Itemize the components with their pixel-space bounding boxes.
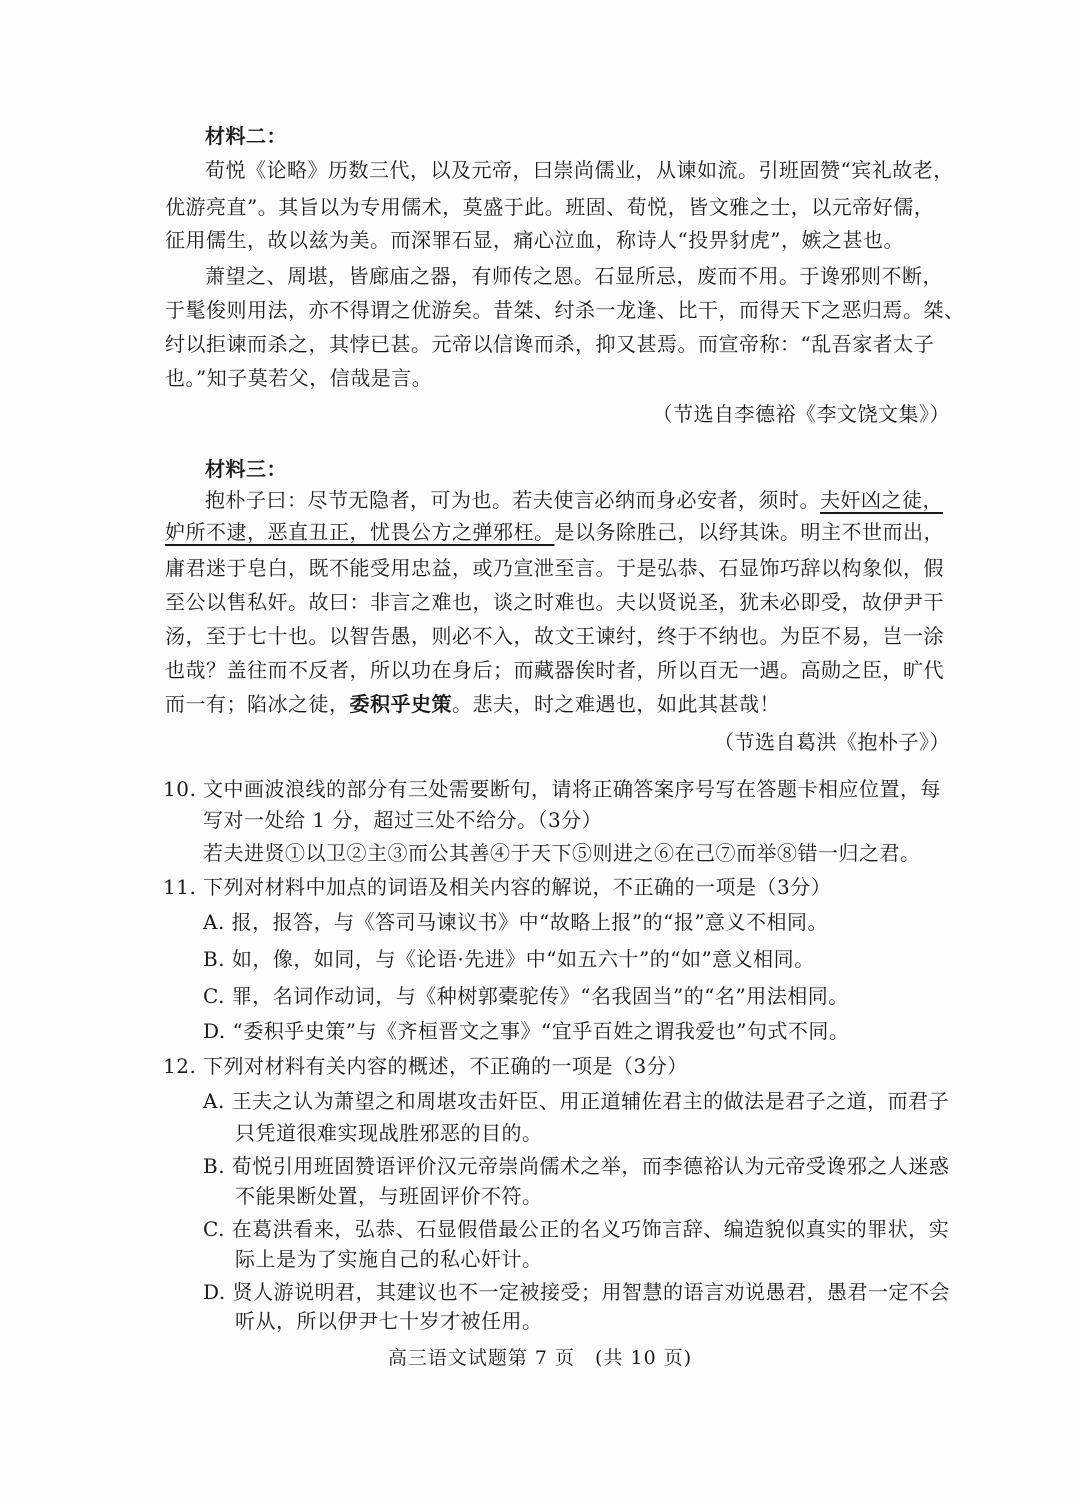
q12-option-a-line1: A. 王夫之认为萧望之和周堪攻击奸臣、用正道辅佐君主的做法是君子之道，而君子: [203, 1089, 950, 1113]
page-footer: 高三语文试题第 7 页 (共 10 页): [387, 1347, 693, 1369]
q12-option-a-line2: 只凭道很难实现战胜邪恶的目的。: [235, 1121, 543, 1145]
q12-option-c-line2: 际上是为了实施自己的私心奸计。: [235, 1247, 543, 1271]
q11-number: 11.: [163, 875, 197, 899]
material3-line7-text: 而一有；陷冰之徒，: [165, 692, 350, 716]
q12-option-d-line2: 听从，所以伊尹七十岁才被任用。: [235, 1309, 543, 1333]
material2-p2-line1: 萧望之、周堪，皆廊庙之器，有师传之恩。石显所忌，废而不用。于谗邪则不断，: [205, 264, 943, 288]
q12-option-d-line1: D. 贤人游说明君，其建议也不一定被接受；用智慧的语言劝说愚君，愚君一定不会: [203, 1280, 951, 1304]
q10-number: 10.: [163, 777, 197, 801]
q11-option-a: A. 报，报答，与《答司马谏议书》中“故略上报”的“报”意义不相同。: [203, 910, 829, 934]
wavy-underline-segment-2: 妒所不逮，恶直丑正，忧畏公方之弹邪枉。: [165, 520, 555, 544]
material3-line7-tail: 。悲夫，时之难遇也，如此其甚哉！: [452, 692, 780, 716]
q11-stem: 下列对材料中加点的词语及相关内容的解说，不正确的一项是（3分）: [203, 875, 832, 899]
material2-p2-line2: 于髦俊则用法，亦不得谓之优游矣。昔桀、纣杀一龙逢、比干，而得天下之恶归焉。桀、: [165, 298, 965, 322]
material3-line5: 汤，至于七十也。以智告愚，则必不入，故文王谏纣，终于不纳也。为臣不易，岂一涂: [165, 624, 944, 648]
material3-line2-text: 是以务除胜己，以纾其诛。明主不世而出，: [554, 520, 944, 544]
material2-p1-line1: 荀悦《论略》历数三代，以及元帝，曰崇尚儒业，从谏如流。引班固赞“宾礼故老，: [205, 158, 954, 182]
q12-option-c-line1: C. 在葛洪看来，弘恭、石显假借最公正的名义巧饰言辞、编造貌似真实的罪状，实: [203, 1217, 950, 1241]
material3-line3: 庸君迷于皂白，既不能受用忠益，或乃宣泄至言。于是弘恭、石显饰巧辞以构象似，假: [165, 556, 944, 580]
q10-line1: 文中画波浪线的部分有三处需要断句，请将正确答案序号写在答题卡相应位置，每: [203, 777, 941, 801]
material3-line6: 也哉？盖往而不反者，所以功在身后；而藏器俟时者，所以百无一遇。高勋之臣，旷代: [165, 658, 944, 682]
q11-option-b: B. 如，像，如同，与《论语·先进》中“如五六十”的“如”意义相同。: [203, 947, 815, 971]
q11-option-c: C. 罪，名词作动词，与《种树郭橐驼传》“名我固当”的“名”用法相同。: [203, 984, 849, 1008]
q12-stem: 下列对材料有关内容的概述，不正确的一项是（3分）: [203, 1054, 688, 1078]
q10-line2: 写对一处给 1 分，超过三处不给分。（3分）: [203, 808, 603, 832]
material3-line1-text: 抱朴子曰：尽节无隐者，可为也。若夫使言必纳而身必安者，须时。: [205, 488, 820, 512]
material2-p2-line4: 也。”知子莫若父，信哉是言。: [165, 366, 433, 390]
wavy-underline-segment-1: 夫奸凶之徒，: [820, 488, 943, 512]
q10-sentence: 若夫进贤①以卫②主③而公其善④于天下⑤则进之⑥在己⑦而举⑧错一归之君。: [203, 841, 921, 865]
material2-p1-line2: 优游亮直”。其旨以为专用儒术，莫盛于此。班固、荀悦，皆文雅之士，以元帝好儒，: [165, 195, 935, 219]
material2-p2-line3: 纣以拒谏而杀之，其悖已甚。元帝以信谗而杀，抑又甚焉。而宣帝称：“乱吾家者太子: [165, 332, 935, 356]
material2-p1-line3: 征用儒生，故以兹为美。而深罪石显，痛心泣血，称诗人“投畀豺虎”，嫉之甚也。: [165, 228, 904, 252]
material3-heading: 材料三：: [205, 457, 287, 481]
material2-heading: 材料二：: [205, 124, 287, 148]
material3-line1: [205, 486, 943, 514]
q12-number: 12.: [163, 1054, 197, 1078]
material3-source: （节选自葛洪《抱朴子》）: [714, 730, 950, 754]
material3-line4: 至公以售私奸。故曰：非言之难也，谈之时难也。夫以贤说圣，犹未必即受，故伊尹干: [165, 590, 944, 614]
q12-option-b-line2: 不能果断处置，与班固评价不符。: [235, 1184, 543, 1208]
material3-line2: [165, 518, 944, 546]
q11-option-d: D. “委积乎史策”与《齐桓晋文之事》“宜乎百姓之谓我爱也”句式不同。: [203, 1019, 850, 1043]
material3-line7: [165, 690, 780, 718]
dotted-phrase: 委积乎史策: [349, 692, 452, 716]
material2-source: （节选自李德裕《李文饶文集》）: [652, 402, 950, 426]
q12-option-b-line1: B. 荀悦引用班固赞语评价汉元帝崇尚儒术之举，而李德裕认为元帝受谗邪之人迷惑: [203, 1154, 950, 1178]
